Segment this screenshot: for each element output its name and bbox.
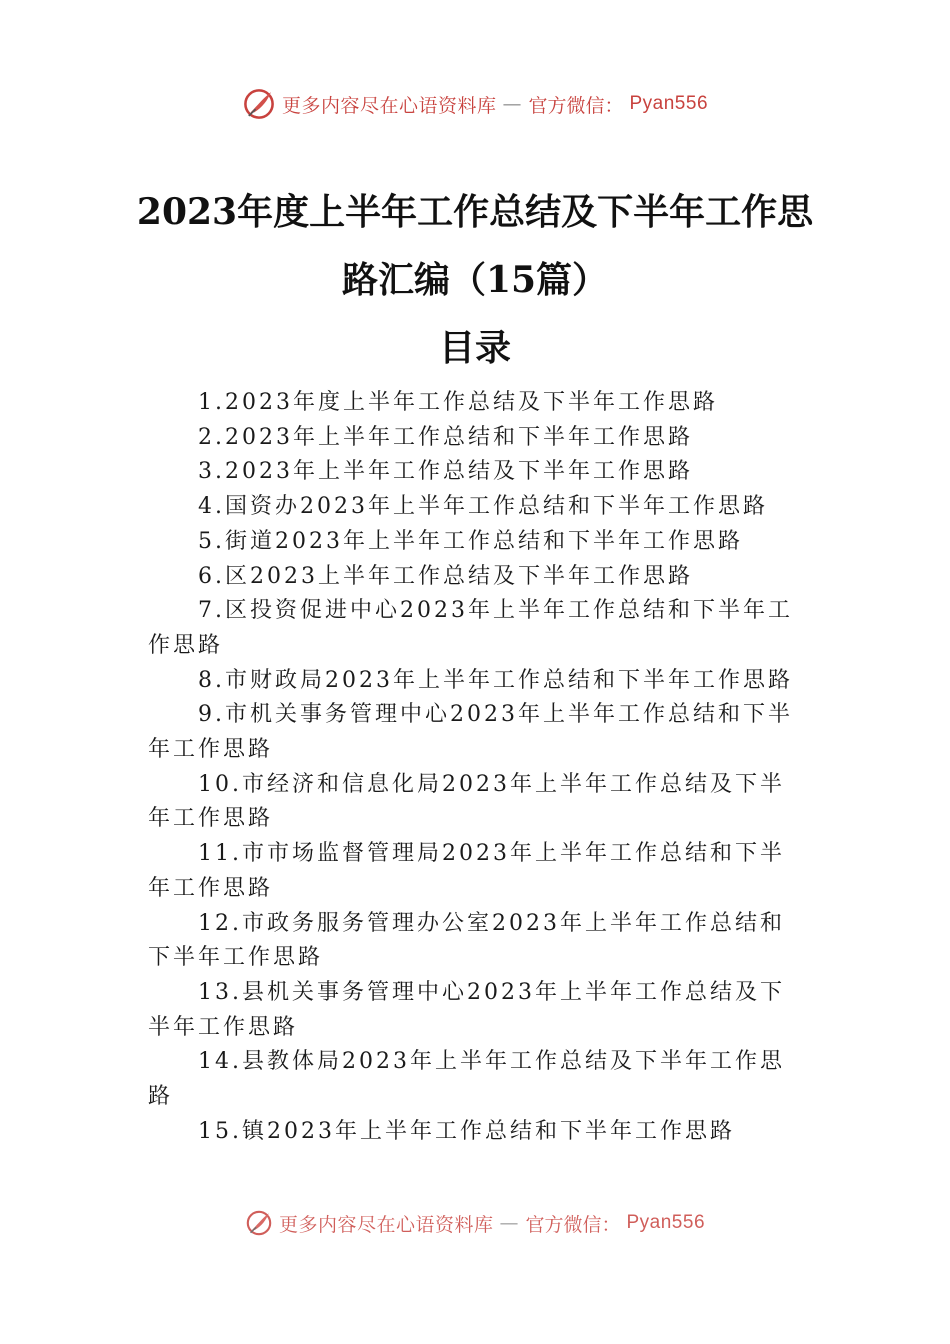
toc-item: 10.市经济和信息化局2023年上半年工作总结及下半年工作思路 [148,771,785,832]
toc-item: 9.市机关事务管理中心2023年上半年工作总结和下半年工作思路 [148,702,793,763]
toc-heading: 目录 [438,327,511,369]
footer-watermark [0,1208,950,1238]
watermark-text: 更多内容尽在心语资料库 [281,94,497,117]
quill-logo-icon [245,1209,273,1237]
toc-item: 8.市财政局2023年上半年工作总结和下半年工作思路 [198,667,793,693]
watermark-text: 更多内容尽在心语资料库 [278,1213,494,1236]
watermark-wechat-id: Pyan556 [629,93,709,114]
header-watermark [0,86,950,122]
watermark-wechat-id: Pyan556 [626,1212,706,1233]
toc-item: 12.市政务服务管理办公室2023年上半年工作总结和下半年工作思路 [148,910,785,971]
quill-logo-icon [242,87,276,121]
toc-item: 11.市市场监督管理局2023年上半年工作总结和下半年工作思路 [148,841,785,901]
watermark-separator: — [502,93,523,115]
toc-item: 5.街道2023年上半年工作总结和下半年工作思路 [198,528,743,554]
toc-item: 15.镇2023年上半年工作总结和下半年工作思路 [198,1118,735,1144]
document-title-line2: 路汇编（15篇） [341,259,609,301]
toc-item: 6.区2023上半年工作总结及下半年工作思路 [198,563,693,589]
table-of-contents [148,386,808,1149]
watermark-wechat-label: 官方微信： [528,94,624,117]
watermark-separator: — [499,1212,520,1234]
document-title-line1: 2023年度上半年工作总结及下半年工作思 [136,191,814,233]
toc-item: 14.县教体局2023年上半年工作总结及下半年工作思路 [148,1049,785,1110]
toc-item: 1.2023年度上半年工作总结及下半年工作思路 [198,390,718,415]
toc-item: 7.区投资促进中心2023年上半年工作总结和下半年工作思路 [148,598,793,658]
toc-item: 13.县机关事务管理中心2023年上半年工作总结及下半年工作思路 [148,979,785,1040]
watermark-wechat-label: 官方微信： [525,1213,621,1236]
toc-item: 4.国资办2023年上半年工作总结和下半年工作思路 [198,494,768,520]
toc-item: 3.2023年上半年工作总结及下半年工作思路 [198,459,693,485]
toc-item: 2.2023年上半年工作总结和下半年工作思路 [198,424,693,450]
